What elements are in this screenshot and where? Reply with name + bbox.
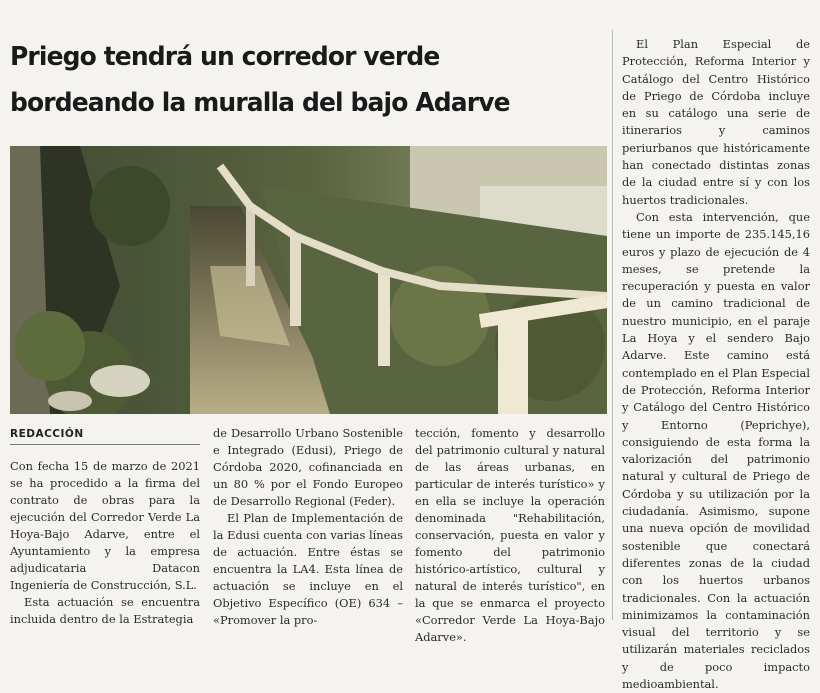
body-column-1	[10, 458, 200, 628]
paragraph: Con esta intervención, que tiene un importe de 235.145,16 euros y plazo de ejecución de 4 meses, se pretende la recuperación y puesta en valor de un camino tradicional de nuestro municipio, en el paraje La Hoya y el sendero Bajo Adarve. Este camino está contemplado en el Plan Especial de Protección, Reforma Interior y Catálogo del Centro Histórico y Entorno (Peprichye), consiguiendo de esta forma la valorización del patrimonio natural y cultural de Priego de Córdoba y su utilización por la ciudadanía. Asimismo, supone una nueva opción de movilidad sostenible que conectará diferentes zonas de la ciudad con los huertos urbanos tradicionales. Con la actuación minimizamos la contaminación visual del territorio y se utilizarán materiales reciclados y de poco impacto medioambiental.	[622, 209, 810, 691]
paragraph: El Plan Especial de Protección, Reforma Interior y Catálogo del Centro Histórico de Priego de Córdoba incluye en su catálogo una serie de itinerarios y caminos periurbanos que históricamente han conectado distintas zonas de la ciudad entre sí y con los huertos tradicionales.	[622, 37, 810, 207]
paragraph: Con fecha 15 de marzo de 2021 se ha procedido a la firma del contrato de obras para la ejecución del Corredor Verde La Hoya-Bajo Adarve, entre el Ayuntamiento y la empresa adjudicataria Datacon Ingeniería de Construcción, S.L.	[10, 459, 200, 592]
body-column-2	[213, 425, 403, 629]
paragraph: Esta actuación se encuentra incluida dentro de la Estrategia	[10, 595, 200, 626]
paragraph: tección, fomento y desarrollo del patrimonio cultural y natural de las áreas urbanas, en particular de interés turístico» y en ella se incluye la operación denominada "Rehabilitación, conservación, puesta en valor y fomento del patrimonio histórico-artístico, cultural y natural de interés turístico", en la que se enmarca el proyecto «Corredor Verde La Hoya-Bajo Adarve».	[415, 426, 605, 644]
article-photo	[10, 146, 607, 414]
paragraph: de Desarrollo Urbano Sostenible e Integrado (Edusi), Priego de Córdoba 2020, cofinanciada en un 80 % por el Fondo Europeo de Desarrollo Regional (Feder).	[213, 426, 403, 508]
body-column-4	[622, 36, 810, 693]
paragraph: El Plan de Implementación de la Edusi cuenta con varias líneas de actuación. Entre éstas se encuentra la LA4. Esta línea de actuación se incluye en el Objetivo Específico (OE) 634 – «Promover la pro-	[213, 511, 403, 627]
column-divider	[612, 30, 613, 620]
byline: REDACCIÓN	[10, 428, 200, 445]
headline: Priego tendrá un corredor verde bordeando la muralla del bajo Adarve	[10, 42, 510, 118]
body-column-3	[415, 425, 605, 646]
